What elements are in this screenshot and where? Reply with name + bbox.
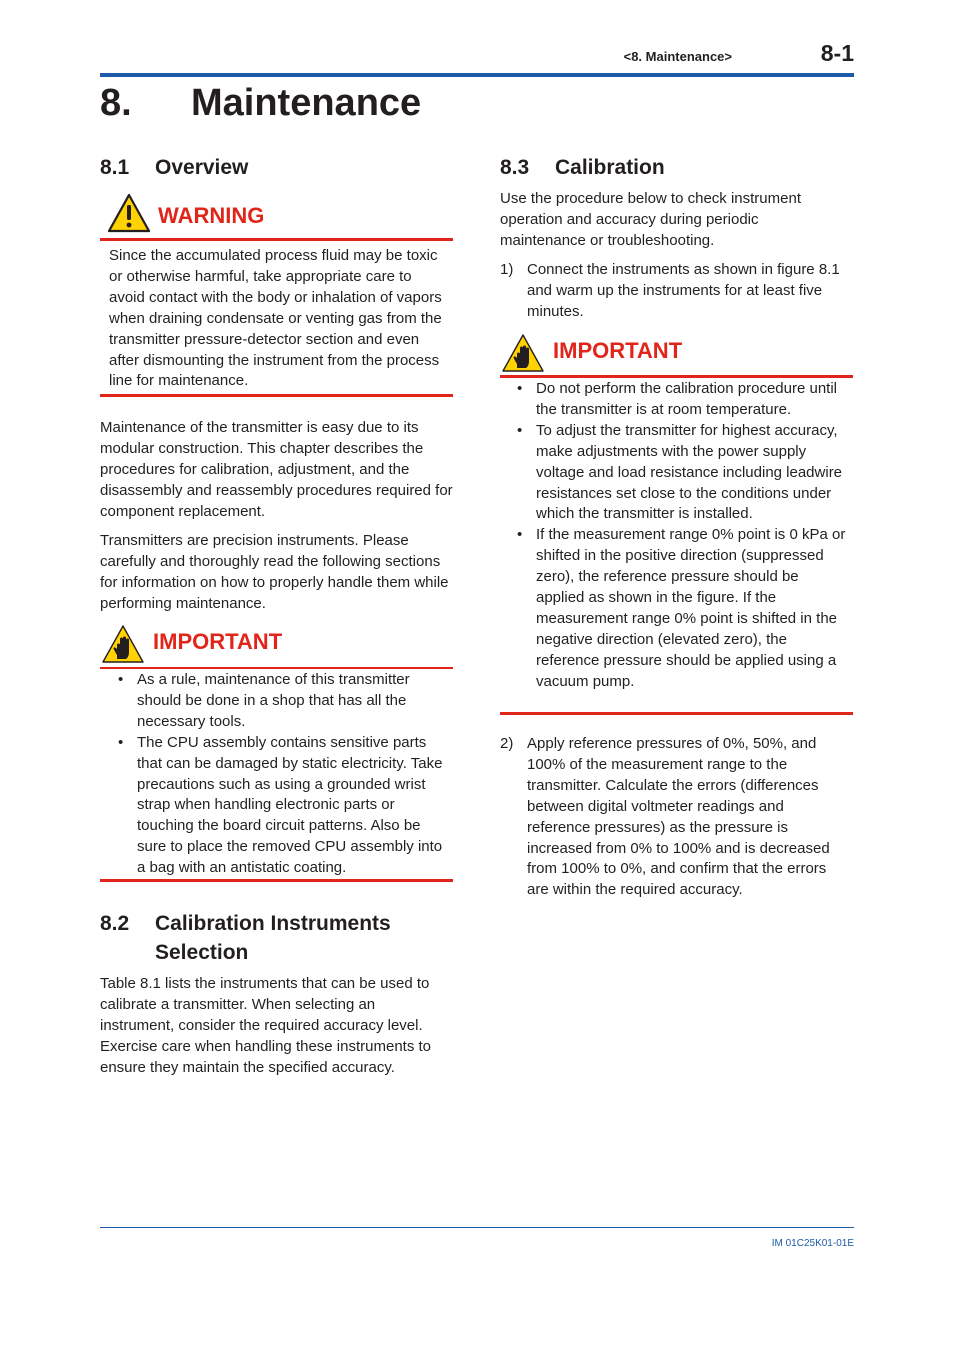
- important-list: [517, 379, 847, 693]
- section-number: 8.2: [100, 912, 130, 935]
- warning-bottom-rule: [100, 394, 453, 397]
- warning-top-rule: [100, 238, 453, 241]
- list-item: • Do not perform the calibration procedure until the transmitter is at room temperature.: [517, 380, 837, 418]
- step-1: [500, 260, 854, 323]
- running-head: <8. Maintenance>: [623, 49, 732, 64]
- list-item-text: Do not perform the calibration procedure until the transmitter is at room temperature.: [536, 380, 837, 418]
- list-item-text: If the measurement range 0% point is 0 kPa or shifted in the positive direction (suppressed zero), the reference pressure should be applied as shown in the figure. If the measurement range 0% point is shifted in the negative direction (elevated zero), the reference pressure should be applied using a vacuum pump.: [536, 526, 846, 690]
- section-title-line-2: Selection: [155, 941, 249, 964]
- important-bottom-rule: [500, 712, 853, 715]
- step-text: Connect the instruments as shown in figure 8.1 and warm up the instruments for at least five minutes.: [527, 261, 840, 320]
- calibration-intro: Use the procedure below to check instrument operation and accuracy during periodic maintenance or troubleshooting.: [500, 190, 801, 249]
- list-item-text: As a rule, maintenance of this transmitter should be done in a shop that has all the necessary tools.: [137, 671, 410, 730]
- overview-paragraph-1: Maintenance of the transmitter is easy due to its modular construction. This chapter describes the procedures for calibration, adjustment, and the disassembly and reassembly procedures required for component replacement.: [100, 419, 453, 520]
- section-8-2-heading: [100, 909, 453, 967]
- section-title: Calibration Instruments: [155, 912, 391, 935]
- important-heading: IMPORTANT: [153, 629, 283, 654]
- overview-paragraph-2: Transmitters are precision instruments. Please carefully and thoroughly read the following sections for information on how to properly handle them while performing maintenance.: [100, 532, 449, 612]
- chapter-number: 8.: [100, 82, 132, 124]
- step-number: 2): [500, 735, 514, 752]
- chapter-title: [100, 82, 421, 125]
- important-top-rule: [100, 667, 453, 669]
- warning-text: Since the accumulated process fluid may be toxic or otherwise harmful, take appropriate care to avoid contact with the body or inhalation of vapors when draining condensate or venting gas from the transmitter pressure-detector section and even after dismounting the instrument from the process line for maintenance.: [109, 247, 442, 390]
- document-id: IM 01C25K01-01E: [771, 1238, 854, 1249]
- important-bottom-rule: [100, 879, 453, 882]
- header-rule: [100, 73, 854, 77]
- footer-rule: [100, 1227, 854, 1228]
- chapter-title-text: Maintenance: [191, 82, 422, 124]
- section-8-3-heading: [500, 153, 854, 182]
- step-text: Apply reference pressures of 0%, 50%, and 100% of the measurement range to the transmitter. Calculate the errors (differences between digital voltmeter readings and reference pressures) as the pressure is increased from 0% to 100% and is decreased from 100% to 0%, and confirm that the errors are within the required accuracy.: [527, 735, 830, 899]
- important-list: [118, 670, 448, 879]
- list-item-text: The CPU assembly contains sensitive parts that can be damaged by static electricity. Take precautions such as using a grounded wrist strap when handling electronic parts or touching the board circuit patterns. Also be sure to place the removed CPU assembly into a bag with an antistatic coating.: [137, 733, 443, 877]
- list-item: • To adjust the transmitter for highest accuracy, make adjustments with the power supply voltage and load resistance including leadwire resistances set close to the conditions under which the transmitter is installed.: [517, 421, 843, 523]
- section-number: 8.1: [100, 156, 130, 179]
- section-title: Calibration: [555, 156, 665, 179]
- step-number: 1): [500, 261, 514, 278]
- list-item: • As a rule, maintenance of this transmitter should be done in a shop that has all the necessary tools.: [118, 671, 410, 730]
- hand-stop-icon: [102, 625, 144, 663]
- list-item-text: To adjust the transmitter for highest accuracy, make adjustments with the power supply voltage and load resistance including leadwire resistances set close to the conditions under which the transmitter is installed.: [536, 421, 843, 523]
- important-heading: IMPORTANT: [553, 338, 683, 363]
- important-top-rule: [500, 375, 853, 378]
- warning-triangle-icon: [107, 193, 151, 233]
- section-8-1-heading: [100, 153, 453, 182]
- section-number: 8.3: [500, 156, 530, 179]
- hand-stop-icon: [502, 334, 544, 372]
- calibration-instruments-paragraph: Table 8.1 lists the instruments that can be used to calibrate a transmitter. When selecting an instrument, consider the required accuracy level. Exercise care when handling these instruments to ensure they maintain the specified accuracy.: [100, 975, 432, 1076]
- list-item: • The CPU assembly contains sensitive parts that can be damaged by static electricity. Take precautions such as using a grounded wrist strap when handling electronic parts or touching the board circuit patterns. Also be sure to place the removed CPU assembly into a bag with an antistatic coating.: [118, 733, 443, 877]
- step-2: [500, 734, 854, 904]
- section-title: Overview: [155, 156, 249, 179]
- warning-heading: WARNING: [158, 203, 265, 228]
- list-item: • If the measurement range 0% point is 0 kPa or shifted in the positive direction (suppressed zero), the reference pressure should be applied as shown in the figure. If the measurement range 0% point is shifted in the negative direction (elevated zero), the reference pressure should be applied using a vacuum pump.: [517, 526, 846, 690]
- page-number: 8-1: [820, 40, 854, 66]
